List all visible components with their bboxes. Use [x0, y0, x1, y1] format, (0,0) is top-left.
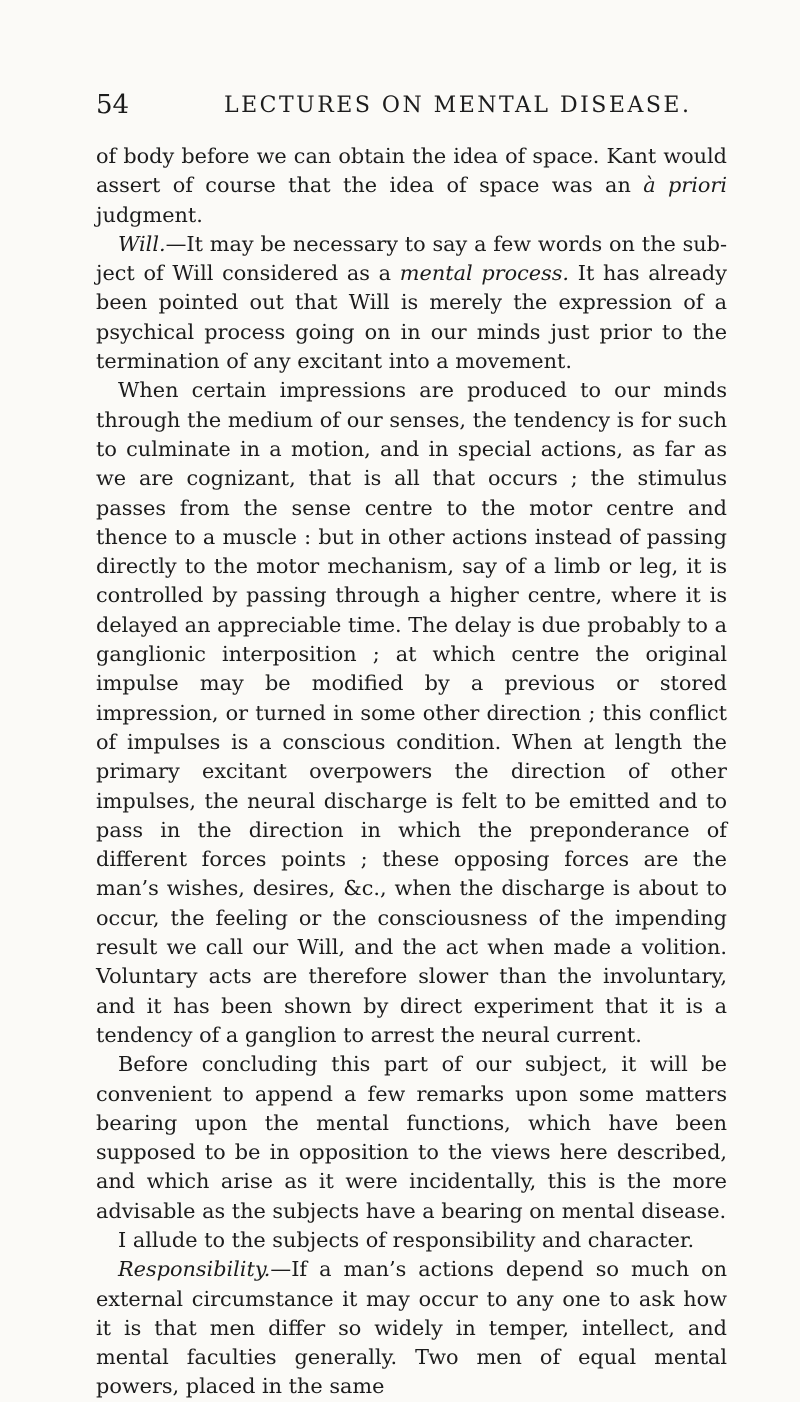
- paragraph-concluding: Before concluding this part of our subject, it will be convenient to append a few remarks upon some matters bearing upon the mental functions, which have been supposed to be in opposition to the views here described, and which arise as it were incidentally, this is the more advisable as the subjects have a bearing on mental disease.: [96, 1052, 727, 1223]
- paragraph-will: [96, 230, 727, 376]
- paragraph-responsibility: [96, 1255, 727, 1401]
- paragraph-allude: I allude to the subjects of responsibility and character.: [118, 1227, 695, 1252]
- page-number: 54: [96, 90, 130, 120]
- section-heading-responsibility: Responsibility.: [118, 1257, 271, 1282]
- text-run: —If a man’s actions depend so much on external circumstance it may occur to any one to ask how it is that men differ so widely in temper, intellect, and mental faculties generally. Two men of equal mental powers, placed in the same: [96, 1257, 727, 1399]
- body-text: [96, 142, 727, 1402]
- paragraph-impressions: When certain impressions are produced to our minds through the medium of our senses, the tendency is for such to culminate in a motion, and in special actions, as far as we are cognizant, that is all that occurs ; the stimulus passes from the sense centre to the motor centre and thence to a muscle : but in other actions instead of passing directly to the motor mechanism, say of a limb or leg, it is controlled by passing through a higher centre, where it is delayed an appreciable time. The delay is due probably to a ganglionic interposition ; at which centre the original impulse may be modified by a previous or stored impression, or turned in some other direction ; this conflict of impulses is a conscious condition. When at length the primary excitant overpowers the direction of other impulses, the neural discharge is felt to be emitted and to pass in the direction in which the preponderance of different forces points ; these opposing forces are the man’s wishes, desires, &c., when the discharge is about to occur, the feeling or the consciousness of the impending result we call our Will, and the act when made a volition. Voluntary acts are therefore slower than the involuntary, and it has been shown by direct experiment that it is a tendency of a ganglion to arrest the neural current.: [96, 378, 727, 1047]
- italic-term: à priori: [643, 173, 728, 198]
- italic-term: mental process.: [399, 261, 570, 286]
- section-heading-will: Will.: [118, 231, 166, 256]
- page-header: [96, 88, 726, 124]
- text-run: judgment.: [96, 202, 203, 227]
- paragraph-space: [96, 142, 727, 230]
- text-run: It has already been pointed out that Will is merely the expression of a psychical process going on in our minds just prior to the termination of any excitant into a movement.: [96, 261, 727, 374]
- text-run: of body before we can obtain the idea of space. Kant would assert of course that the idea of space was an: [96, 144, 727, 198]
- running-title: LECTURES ON MENTAL DISEASE.: [224, 93, 692, 118]
- text-run: —It may be necessary to say a few words on the subject of Will considered as a: [96, 231, 727, 286]
